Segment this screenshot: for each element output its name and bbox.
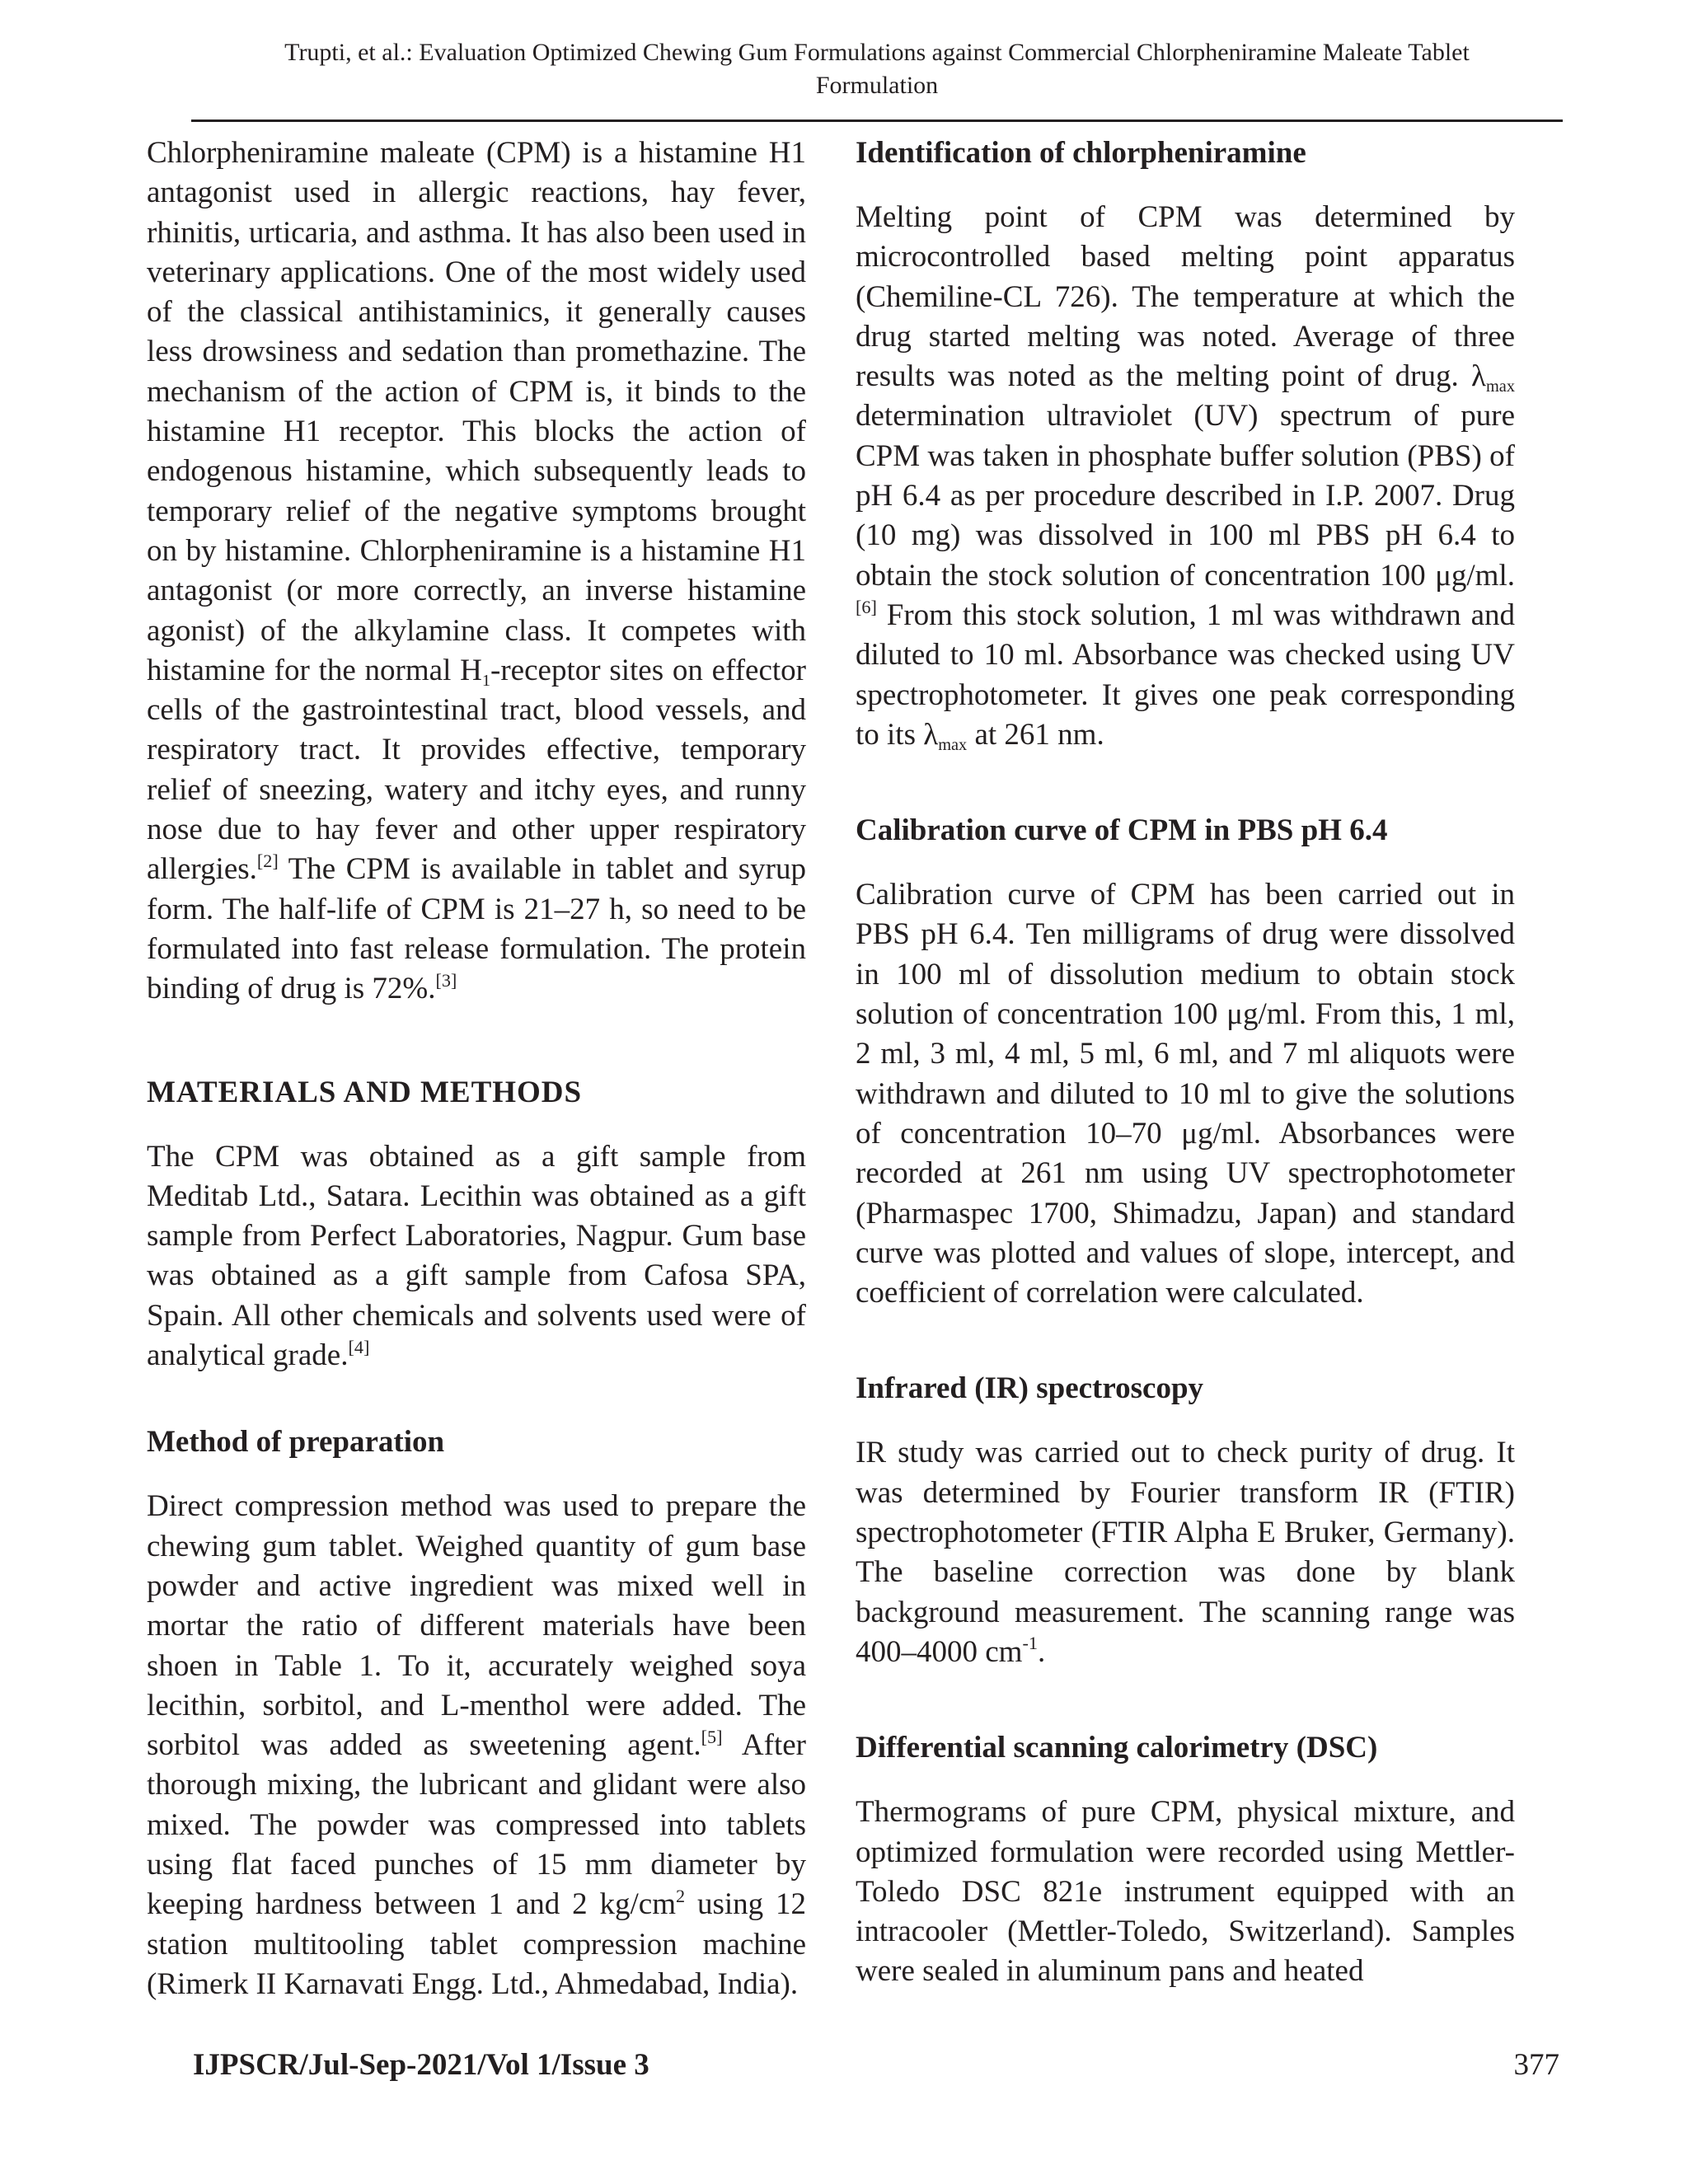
right-column [856,134,1515,1992]
dsc-paragraph: Thermograms of pure CPM, physical mixture, and optimized formulation were recorded using Mettler-Toledo DSC 821e instrument equipped with an intracooler (Mettler-Toledo, Switzerland). Samples were sealed in aluminum pans and heated [856,1795,1515,1989]
running-header-line-1: Trupti, et al.: Evaluation Optimized Chewing Gum Formulations against Commercial Chlorpheniramine Maleate Tablet [284,39,1470,66]
ir-paragraph: IR study was carried out to check purity of drug. It was determined by Fourier transform IR (FTIR) spectrophotometer (FTIR Alpha E Bruker, Germany). The baseline correction was done by blank background measurement. The scanning range was 400–4000 $cm^{-1}$. [856,1436,1515,1669]
unit-superscript: -1 [1022,1633,1038,1654]
materials-heading: MATERIALS AND METHODS [147,1075,583,1109]
citation-4[interactable]: [4] [348,1336,370,1357]
h1-subscript: 1 [481,671,491,690]
calibration-heading: Calibration curve of CPM in PBS pH 6.4 [856,813,1388,848]
unit-superscript: 2 [675,1885,686,1906]
dsc-heading: Differential scanning calorimetry (DSC) [856,1731,1378,1765]
method-paragraph: Direct compression method was used to prepare the chewing gum tablet. Weighed quantity of gum base powder and active ingredient was mixed well in mortar the ratio of different materials have been shoen in Table 1. To it, accurately weighed soya lecithin, sorbitol, and L-menthol were added. The sorbitol was added as sweetening agent.[5] After thorough mixing, the lubricant and glidant were also mixed. The powder was compressed into tablets using flat faced punches of 15 mm diameter by keeping hardness between 1 and 2 $kg/cm^2$ using 12 station multitooling tablet compression machine (Rimerk II Karnavati Engg. Ltd., Ahmedabad, India). [147,1489,806,2001]
running-header-line-2: Formulation [815,72,939,99]
method-heading: Method of preparation [147,1425,445,1460]
ir-heading: Infrared (IR) spectroscopy [856,1371,1204,1406]
lambda-max-subscript: max [938,735,968,754]
header-rule [191,120,1563,122]
citation-5[interactable]: [5] [701,1726,723,1747]
page-number: 377 [1513,2048,1559,2082]
citation-2[interactable]: [2] [256,850,279,871]
citation-3[interactable]: [3] [435,969,457,991]
intro-paragraph: Chlorpheniramine maleate (CPM) is a histamine H1 antagonist used in allergic reactions, hay fever, rhinitis, urticaria, and asthma. It has also been used in veterinary applications. One of the most widely used of the classical antihistaminics, it generally causes less drowsiness and sedation than promethazine. The mechanism of the action of CPM is, it binds to the histamine H1 receptor. This blocks the action of endogenous histamine, which subsequently leads to temporary relief of the negative symptoms brought on by histamine. Chlorpheniramine is a histamine H1 antagonist (or more correctly, an inverse histamine agonist) of the alkylamine class. It competes with histamine for the normal $H_1$-receptor sites on effector cells of the gastrointestinal tract, blood vessels, and respiratory tract. It provides effective, temporary relief of sneezing, watery and itchy eyes, and runny nose due to hay fever and other upper respiratory allergies.[2] The CPM is available in tablet and syrup form. The half-life of CPM is 21–27 h, so need to be formulated into fast release formulation. The protein binding of drug is 72%.[3] [147,136,807,1006]
calibration-paragraph: Calibration curve of CPM has been carried out in PBS pH 6.4. Ten milligrams of drug were dissolved in 100 ml of dissolution medium to obtain stock solution of concentration 100 μg/ml. From this, 1 ml, 2 ml, 3 ml, 4 ml, 5 ml, 6 ml, and 7 ml aliquots were withdrawn and diluted to 10 ml to give the solutions of concentration 10–70 μg/ml. Absorbances were recorded at 261 nm using UV spectrophotometer (Pharmaspec 1700, Shimadzu, Japan) and standard curve was plotted and values of slope, intercept, and coefficient of correlation were calculated. [856,878,1515,1310]
citation-6[interactable]: [6] [856,596,877,617]
running-header [191,36,1563,102]
identification-heading: Identification of chlorpheniramine [856,136,1306,170]
footer-journal-info: IJPSCR/Jul-Sep-2021/Vol 1/Issue 3 [193,2048,649,2082]
left-column [147,134,806,2004]
materials-paragraph: The CPM was obtained as a gift sample from Meditab Ltd., Satara. Lecithin was obtained as a gift sample from Perfect Laboratories, Nagpur. Gum base was obtained as a gift sample from Cafosa SPA, Spain. All other chemicals and solvents used were of analytical grade.[4] [147,1139,806,1373]
lambda-max-subscript: max [1485,377,1515,396]
identification-paragraph: Melting point of CPM was determined by microcontrolled based melting point apparatus (Chemiline-CL 726). The temperature at which the drug started melting was noted. Average of three results was noted as the melting point of drug. $\lambda_{max}$ determination ultraviolet (UV) spectrum of pure CPM was taken in phosphate buffer solution (PBS) of pH 6.4 as per procedure described in I.P. 2007. Drug (10 mg) was dissolved in 100 ml PBS pH 6.4 to obtain the stock solution of concentration 100 μg/ml.[6] From this stock solution, 1 ml was withdrawn and diluted to 10 ml. Absorbance was checked using UV spectrophotometer. It gives one peak corresponding to its $\lambda_{max}$ at 261 nm. [856,200,1515,754]
